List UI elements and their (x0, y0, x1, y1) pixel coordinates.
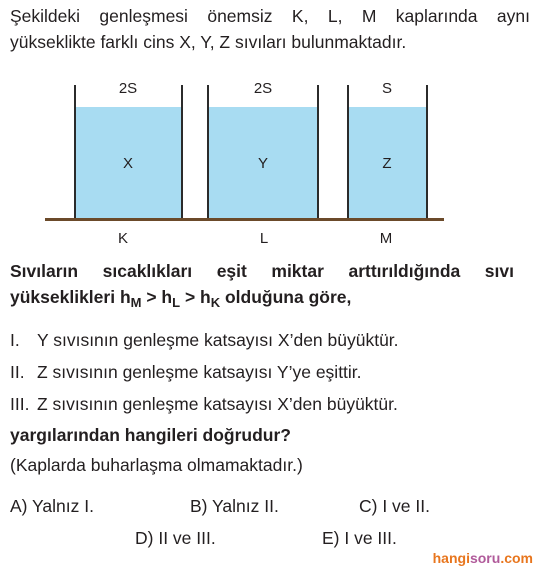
containers-figure (0, 0, 537, 250)
subscript-k: K (210, 295, 221, 310)
option-c[interactable]: C) I ve II. (359, 496, 430, 516)
container-label-m: M (379, 230, 393, 247)
intro-line-2: yükseklikte farklı cins X, Y, Z sıvıları bulunmaktadır. (10, 32, 407, 52)
statement-1: I. Y sıvısının genleşme katsayısı X’den büyüktür. (10, 330, 399, 350)
subscript-l: L (172, 295, 181, 310)
question-line-2: yükseklikleri $h_M > h_L > h_K$ olduğuna göre, (10, 287, 352, 310)
area-label-k: 2S (118, 80, 138, 97)
ground-line (45, 218, 444, 221)
option-a[interactable]: A) Yalnız I. (10, 496, 94, 516)
intro-line-1: Şekildeki genleşmesi önemsiz K, L, M kaplarında aynı (10, 6, 530, 26)
question-line-1: Sıvıların sıcaklıkları eşit miktar arttırıldığında sıvı (10, 261, 514, 281)
container-label-l: L (259, 230, 269, 247)
statement-2: II. Z sıvısının genleşme katsayısı Y’ye eşittir. (10, 362, 362, 382)
area-label-m: S (381, 80, 393, 97)
liquid-label-y: Y (257, 155, 269, 172)
container-label-k: K (117, 230, 129, 247)
liquid-label-x: X (122, 155, 134, 172)
option-b[interactable]: B) Yalnız II. (190, 496, 279, 516)
option-e[interactable]: E) I ve III. (322, 528, 397, 548)
option-d[interactable]: D) II ve III. (135, 528, 216, 548)
statement-3: III. Z sıvısının genleşme katsayısı X’den büyüktür. (10, 394, 398, 414)
subscript-m: M (130, 295, 142, 310)
prompt-text: yargılarından hangileri doğrudur? (10, 425, 291, 445)
area-label-l: 2S (253, 80, 273, 97)
watermark-logo: hangisoru.com (432, 550, 533, 566)
question-text (10, 258, 514, 310)
note-text: (Kaplarda buharlaşma olmamaktadır.) (10, 455, 303, 475)
liquid-label-z: Z (382, 155, 392, 172)
